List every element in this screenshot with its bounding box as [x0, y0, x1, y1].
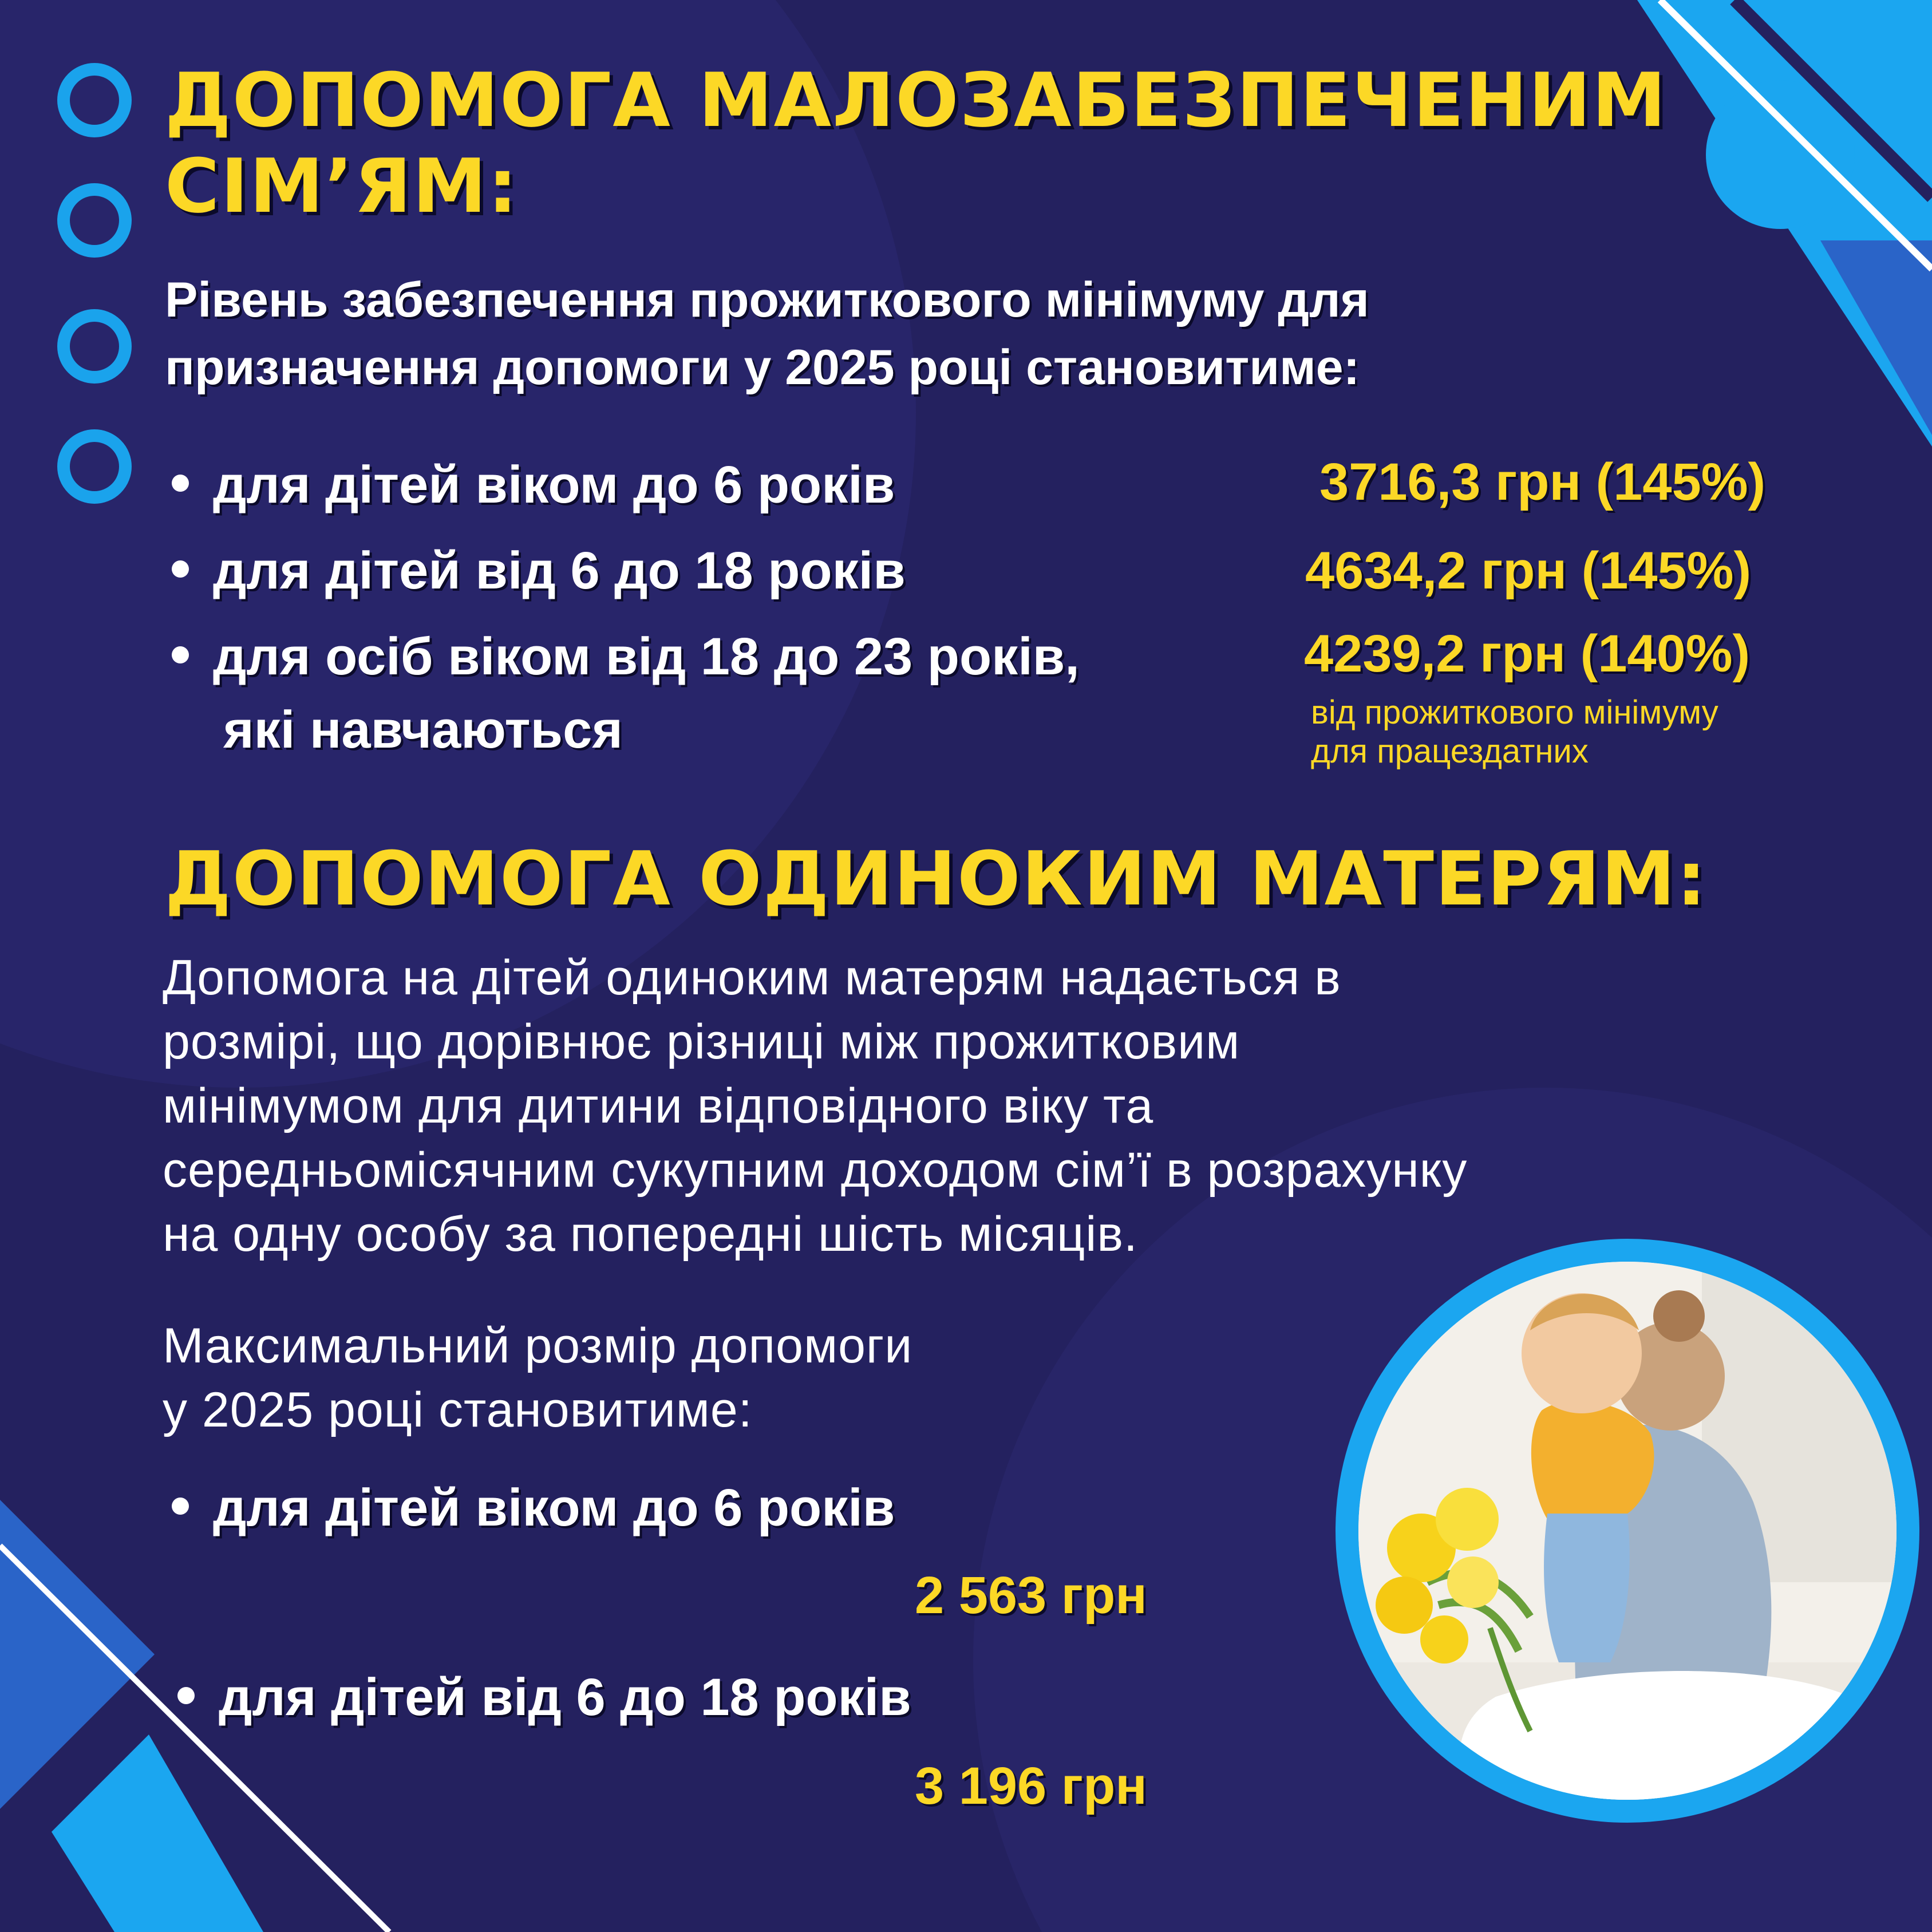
bullet-icon — [172, 646, 189, 663]
bullet-icon — [177, 1687, 195, 1704]
paragraph-line: розмірі, що дорівнює різниці між прожитковим — [163, 1014, 1240, 1069]
max-amount-intro — [163, 1314, 912, 1442]
list-item-label-continued: які навчаються — [223, 701, 623, 759]
section1-lead-line1: Рівень забезпечення прожиткового мінімуму для — [165, 272, 1369, 327]
section2-title: ДОПОМОГА ОДИНОКИМ МАТЕРЯМ: — [165, 835, 1708, 922]
list-item-label: для дітей від 6 до 18 років — [219, 1668, 911, 1726]
section1-list-item — [172, 621, 1080, 692]
list-item-value: 4239,2 грн (140%) — [1304, 625, 1751, 683]
section1-lead-line2: призначення допомоги у 2025 році становитиме: — [165, 340, 1360, 395]
paragraph-line: середньомісячним сукупним доходом сім’ї в розрахунку — [163, 1143, 1468, 1198]
list-item-label: для дітей від 6 до 18 років — [213, 542, 906, 600]
max-intro-line1: Максимальний розмір допомоги — [163, 1318, 913, 1373]
list-item-label: для дітей віком до 6 років — [213, 456, 895, 514]
corner-decoration-top-right — [1637, 0, 1932, 447]
paragraph-line: Допомога на дітей одиноким матерям надається в — [163, 950, 1341, 1005]
bullet-icon — [172, 475, 189, 492]
max-intro-line2: у 2025 році становитиме: — [163, 1382, 753, 1437]
paragraph-line: на одну особу за попередні шість місяців. — [163, 1207, 1138, 1262]
photo-illustration — [1358, 1262, 1897, 1800]
ring-decoration — [57, 309, 132, 384]
list-item-value: 3 196 грн — [915, 1757, 1147, 1815]
bullet-icon — [172, 560, 189, 578]
footnote-line2: для працездатних — [1311, 733, 1589, 770]
photo-mother-child — [1336, 1239, 1919, 1823]
section1-title-line1: ДОПОМОГА МАЛОЗАБЕЗПЕЧЕНИМ — [165, 57, 1668, 144]
bullet-icon — [172, 1498, 189, 1515]
section1-title-line2: СІМ’ЯМ: — [165, 143, 519, 230]
section1-lead — [165, 266, 1369, 401]
section2-paragraph — [163, 946, 1467, 1266]
ring-decoration — [57, 429, 132, 504]
section2-list-item — [172, 1472, 895, 1543]
section2-list-item — [177, 1662, 911, 1733]
list-item-value: 4634,2 грн (145%) — [1305, 542, 1752, 600]
footnote-line1: від прожиткового мінімуму — [1311, 694, 1718, 731]
ring-decoration — [57, 63, 132, 137]
list-item-label: для осіб віком від 18 до 23 років, — [213, 627, 1080, 686]
section1-list-item — [172, 535, 906, 606]
paragraph-line: мінімумом для дитини відповідного віку та — [163, 1078, 1154, 1133]
list-item-value: 2 563 грн — [915, 1566, 1147, 1625]
list-item-value: 3716,3 грн (145%) — [1319, 453, 1766, 511]
ring-decoration — [57, 183, 132, 258]
list-item-label: для дітей віком до 6 років — [213, 1479, 895, 1537]
section1-list-item — [172, 449, 895, 520]
section1-title — [165, 57, 1667, 229]
